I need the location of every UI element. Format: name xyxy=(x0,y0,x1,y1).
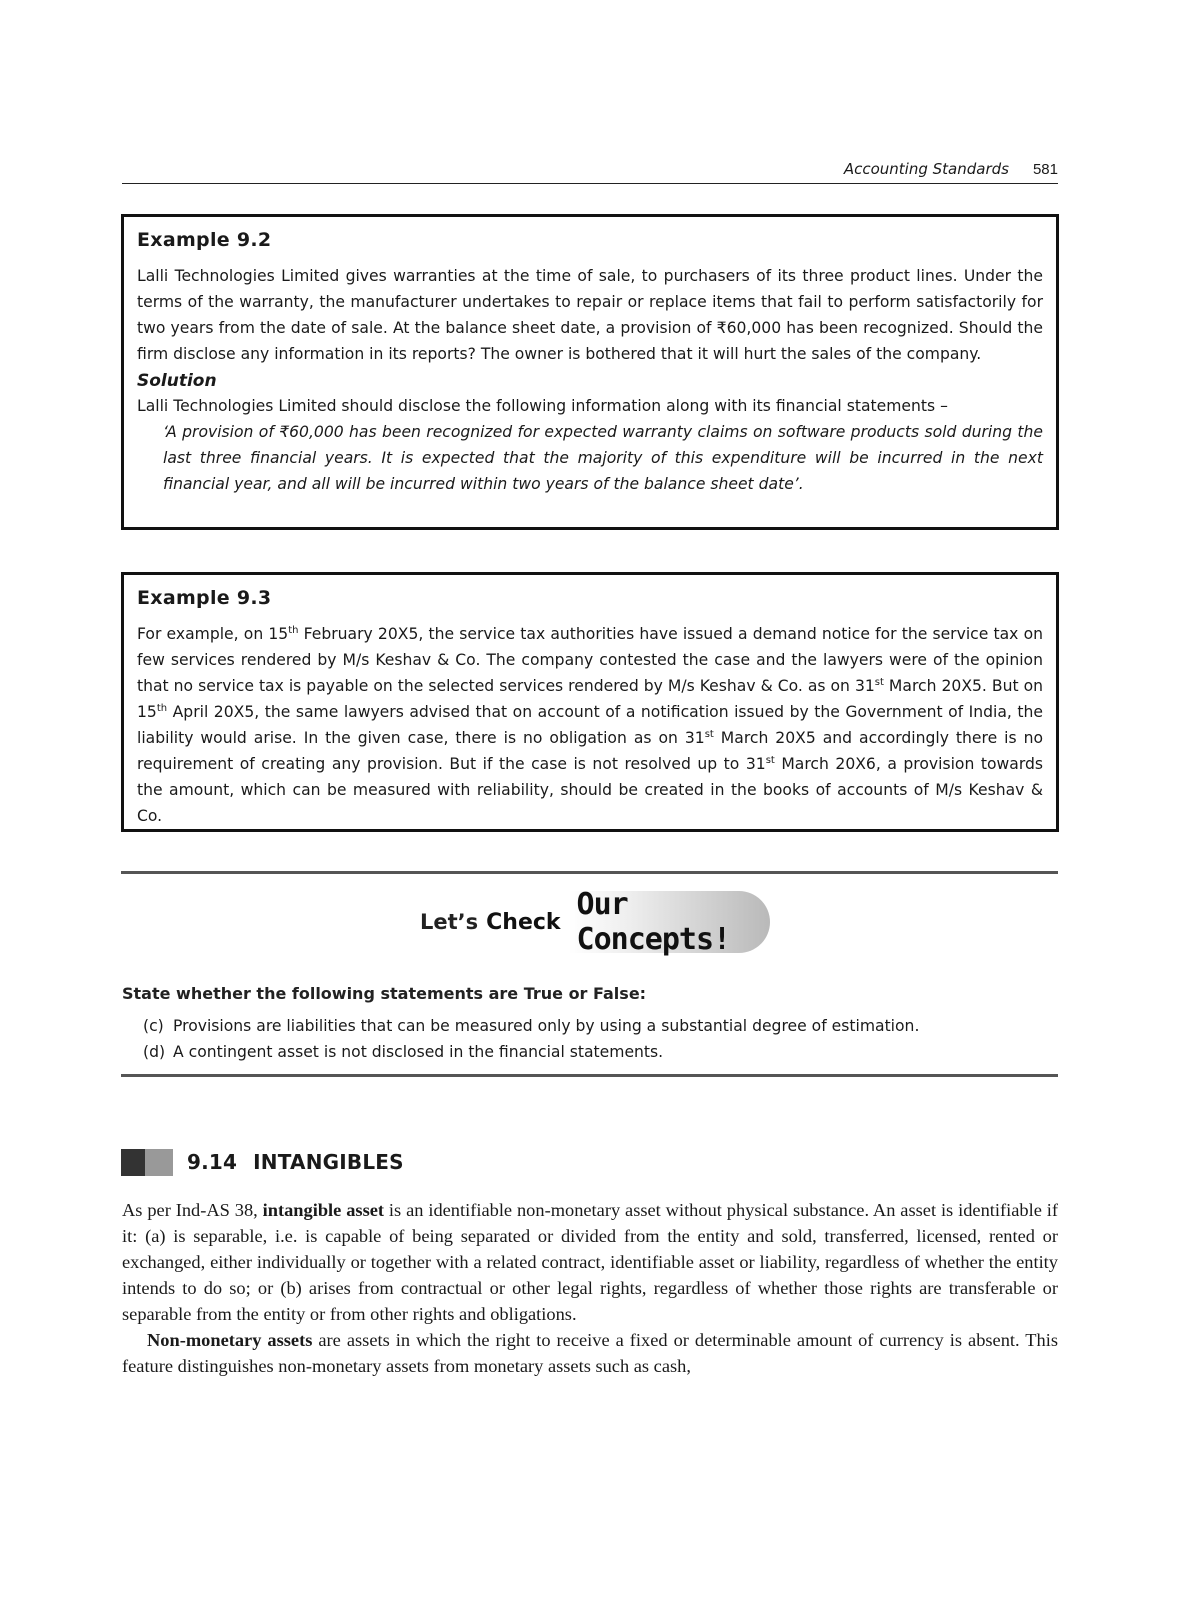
solution-intro: Lalli Technologies Limited should disclose the following information along with its financial statements – xyxy=(137,397,948,415)
paragraph-2: Non-monetary assets are assets in which the right to receive a fixed or determinable amount of currency is absent. This feature distinguishes non-monetary assets from monetary assets such as cash, xyxy=(122,1330,1058,1376)
running-header xyxy=(122,155,1058,184)
heading-marker-light xyxy=(145,1149,173,1176)
term-non-monetary-assets: Non-monetary assets xyxy=(147,1330,313,1350)
concepts-label: Our Concepts! xyxy=(576,887,731,957)
item-text: Provisions are liabilities that can be measured only by using a substantial degree of estimation. xyxy=(173,1017,920,1035)
example-question: Lalli Technologies Limited gives warranties at the time of sale, to purchasers of its three product lines. Under the terms of the warranty, the manufacturer undertakes to repair or replace items that fail to perform satisfactorily for two years from the date of sale. At the balance sheet date, a provision of ₹60,000 has been recognized. Should the firm disclose any information in its reports? The owner is bothered that it will hurt the sales of the company. xyxy=(137,267,1043,363)
example-9-3-box xyxy=(121,572,1059,832)
solution-quote: ‘A provision of ₹60,000 has been recognized for expected warranty claims on software products sold during the last three financial years. It is expected that the majority of this expenditure will be incurred in the next financial year, and all will be incurred within two years of the balance sheet date’. xyxy=(163,423,1043,493)
example-body: For example, on 15th February 20X5, the service tax authorities have issued a demand notice for the service tax on few services rendered by M/s Keshav & Co. The company contested the case and the lawyers were of the opinion that no service tax is payable on the selected services rendered by M/s Keshav & Co. as on 31st March 20X5. But on 15th April 20X5, the same lawyers advised that on account of a notification issued by the Government of India, the liability would arise. In the given case, there is no obligation as on 31st March 20X5 and accordingly there is no requirement of creating any provision. But if the case is not resolved up to 31st March 20X6, a provision towards the amount, which can be measured with reliability, should be created in the books of accounts of M/s Keshav & Co. xyxy=(137,624,1043,825)
example-9-2-box xyxy=(121,214,1059,530)
list-item xyxy=(143,1013,1058,1039)
heading-marker-dark xyxy=(121,1149,145,1176)
item-label: (d) xyxy=(143,1043,166,1061)
example-heading: Example 9.2 xyxy=(137,229,272,251)
section-heading xyxy=(121,1148,404,1176)
page-number: 581 xyxy=(1032,160,1058,178)
item-label: (c) xyxy=(143,1017,164,1035)
lets-label: Let’s xyxy=(420,910,479,934)
section-divider-top xyxy=(121,871,1058,874)
example-heading: Example 9.3 xyxy=(137,587,272,609)
section-divider-bottom xyxy=(121,1074,1058,1077)
term-intangible-asset: intangible asset xyxy=(262,1200,385,1220)
true-false-instruction: State whether the following statements are True or False: xyxy=(122,984,647,1003)
book-title: Accounting Standards xyxy=(843,160,1009,178)
paragraph-1: As per Ind-AS 38, intangible asset is an identifiable non-monetary asset without physical substance. An asset is identifiable if it: (a) is separable, i.e. is capable of being separated or divided from the entity and sold, transferred, licensed, rented or exchanged, either individually or together with a related contract, identifiable asset or liability, regardless of whether the entity intends to do so; or (b) arises from contractual or other legal rights, regardless of whether those rights are transferable or separable from the entity or from other rights and obligations. xyxy=(122,1200,1058,1324)
list-item xyxy=(143,1039,1058,1065)
solution-heading: Solution xyxy=(137,371,217,391)
section-title: INTANGIBLES xyxy=(253,1150,404,1174)
check-concepts-title xyxy=(420,888,770,956)
section-body xyxy=(122,1197,1058,1379)
section-number: 9.14 xyxy=(187,1150,238,1174)
check-label: Check xyxy=(486,909,561,935)
item-text: A contingent asset is not disclosed in the financial statements. xyxy=(173,1043,664,1061)
true-false-list xyxy=(143,1013,1058,1065)
concepts-banner xyxy=(569,887,770,957)
